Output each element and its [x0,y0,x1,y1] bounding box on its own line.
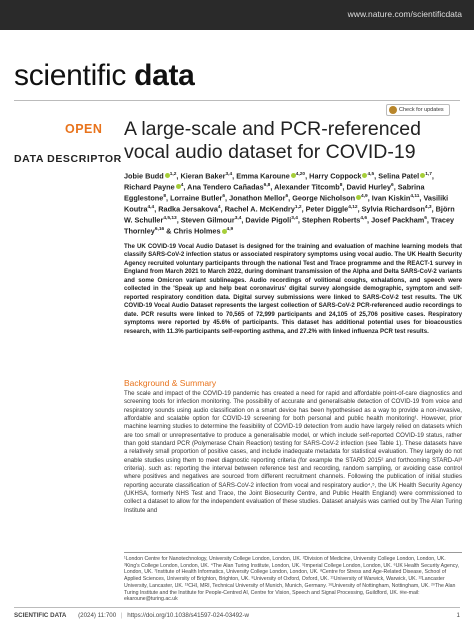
affiliations-footnote: ¹London Centre for Nanotechnology, University College London, London, UK. ²Division of Medicine, University College London, London, UK. ³King's College London, London, UK. ⁴The Alan Turing Institute, London, UK. ⁵Imperial College London, London, UK. ⁶UK Health Security Agency, London, UK. ⁷Institute of Health Informatics, University College London, London, UK. ⁸Centre for Stress and Age-Related Disease, School of Applied Sciences, University of Brighton, Brighton, UK. ⁹University of Oxford, Oxford, UK. ¹¹University of Warwick, Warwick, UK. ¹²Lancaster University, Lancaster, UK. ¹³CHI, MRI, Technical University of Munich, Munich, Germany. ¹⁶University of Nottingham, Nottingham, UK. ²⁰The Alan Turing Institute and the Institute for People-Centred AI, Centre for Vision, Speech and Signal Processing, Guildford, UK. ✉e-mail: ekaroune@turing.ac.uk [124,556,459,603]
author-affiliation-sup: 6 [222,194,226,200]
author-name[interactable]: Sabrina Egglestone [124,182,425,203]
author-affiliation-sup: 4,9 [361,194,368,200]
author-affiliation-sup: 4 [217,205,221,211]
author-name[interactable]: Rachel A. McKendry [224,204,295,214]
author-affiliation-sup: 3,4 [291,216,298,222]
footer-separator: | [120,612,123,619]
footnote-divider [124,552,462,553]
footer-year: (2024) 11:700 [78,612,117,619]
author-affiliation-sup: 4,6 [360,216,368,222]
author-name[interactable]: Lorraine Butler [170,193,223,203]
author-list: Jobie Budd $^{1,2}$, Kieran Baker$^{3,4}$, Emma Karoune $^{4,20}$, Harry Coppock $^{4,5}$, Selina Patel $^{1,7}$, Richard Payne $^4$, Ana Tendero Cañadas$^{6,8}$, Alexander Titcomb$^8$, David Hurley$^6$, Sabrina Egglestone$^8$, Lorraine Butler$^6$, Jonathon Mellor$^6$, George Nicholson $^{4,9}$, Ivan Kiskin$^{4,11}$, Vasiliki Koutra$^{4,4}$, Radka Jersakova$^4$, Rachel A. McKendry$^{1,2}$, Peter Diggle$^{4,12}$, Sylvia Richardson$^{4,3}$, Björn W. Schuller$^{4,5,13}$, Steven Gilmour$^{3,4}$, Davide Pigoli$^{3,4}$, Stephen Roberts$^{4,6}$, Josef Packham$^6$, Tracey Thornley$^{6,16}$ & Chris Holmes $^{4,9}$ [124,171,455,236]
check-for-updates-button[interactable] [386,104,450,116]
journal-url-link[interactable]: www.nature.com/scientificdata [347,9,462,19]
footer-doi-link[interactable]: https://doi.org/10.1038/s41597-024-03492-w [127,612,250,619]
author-name[interactable]: Sylvia Richardson [361,204,425,214]
footer-journal: SCIENTIFIC DATA [14,612,67,619]
journal-logo[interactable] [14,59,195,93]
author-affiliation-sup: 4,4 [147,205,155,211]
page-number: 1 [456,612,460,619]
top-bar [0,0,474,30]
open-access-label: OPEN [65,122,103,136]
logo-word-scientific: scientific [14,59,135,92]
author-name[interactable]: Josef Packham [371,215,425,225]
author-affiliation-sup: 4,20 [295,172,306,177]
author-affiliation-sup: 1,2 [294,205,302,211]
abstract: The UK COVID-19 Vocal Audio Dataset is designed for the training and evaluation of machine learning models that classify SARS-CoV-2 infection status or associated respiratory symptoms using vocal audio. The UK Health Security Agency recruited voluntary participants through the national Test and Trace programme and the REACT-1 survey in England from March 2021 to March 2022, during dominant transmission of the Alpha and Delta SARS-CoV-2 variants and some Omicron variant sublineages. Audio recordings of volitional coughs, exhalations, and speech were collected in the 'Speak up and help beat coronavirus' digital survey alongside demographic, symptom and self-reported respiratory condition data. Digital survey submissions were linked to SARS-CoV-2 test results. The UK COVID-19 Vocal Audio Dataset represents the largest collection of SARS-CoV-2 PCR-referenced audio recordings to date. PCR results were linked to 70,565 of 72,999 participants and 24,105 of 25,706 positive cases. Respiratory symptoms were reported by 45.6% of participants. This dataset has additional potential uses for bioacoustics research, with 11.3% participants self-reporting asthma, and 27.2% with linked influenza PCR test results. [124,243,462,335]
author-name[interactable]: Tracey Thornley [124,215,455,236]
author-affiliation-sup: 8 [339,183,343,189]
author-name[interactable]: Harry Coppock [309,171,362,181]
author-name[interactable]: Peter Diggle [305,204,349,214]
author-affiliation-sup: 1,7 [425,172,432,177]
author-name[interactable]: Steven Gilmour [180,215,235,225]
author-name[interactable]: Vasiliki Koutra [124,193,449,214]
logo-word-data: data [134,59,195,92]
author-name[interactable]: Richard Payne [124,182,175,192]
article-title: A large-scale and PCR-referenced vocal audio dataset for COVID-19 [124,118,421,163]
header-divider [14,100,460,101]
body-paragraph: The scale and impact of the COVID-19 pandemic has created a need for rapid and affordable point-of-care diagnostics and screening tools for infection monitoring. The possibility of accurate and generalisable detection of COVID-19 from voice and respiratory sounds using audio classification on a smart device has been hypothesised as a way to provide a non-invasive, affordable and scalable option for COVID-19 screening for both personal and public health monitoring¹. However, prior machine learning studies to determine the feasibility of COVID-19 detection from audio have largely relied on datasets which are too small or unrepresentative to produce a generalisable model, or which include self-reported COVID-19 status, rather than gold standard PCR (Polymerase Chain Reaction) testing for SARS-CoV-2 infection (see Table 1). These datasets have a relatively small proportion of positive cases, and include inadequate metadata for statistical evaluation. They largely do not enable studies using them to meet diagnostic reporting criteria (for example the STARD 2015² and forthcoming STARD-AI³ criteria). such as: reporting the interval between reference test and recording, random sampling, or avoiding case control where positives and negatives are sourced from different recruitment channels. Following the publication of initial studies reporting accurate classification of SARS-CoV-2 infection from vocal and respiratory audio⁴,⁵, the UK Health Security Agency (UKHSA, formerly NHS Test and Trace, the Joint Biosecurity Centre, and Public Health England) were commissioned to collect a dataset to allow for the independent evaluation of these studies. Dataset analysis was carried out by The Alan Turing Institute and [124,390,462,514]
author-affiliation-sup: 4,5,13 [163,216,177,222]
footer-divider [14,607,460,608]
author-affiliation-sup: 1,2 [169,172,177,177]
author-name[interactable]: Alexander Titcomb [274,182,340,192]
author-affiliation-sup: 4,12 [348,205,358,211]
author-name[interactable]: Björn W. Schuller [124,204,455,225]
author-affiliation-sup: 6 [285,194,289,200]
author-name[interactable]: Kieran Baker [180,171,226,181]
author-name[interactable]: Ana Tendero Cañadas [187,182,264,192]
author-affiliation-sup: 4 [180,183,184,189]
page-footer [14,612,249,619]
author-affiliation-sup: 4,11 [410,194,420,200]
author-name[interactable]: Jobie Budd [124,171,164,181]
author-affiliation-sup: 6,16 [154,227,165,233]
author-name[interactable]: Ivan Kiskin [371,193,411,203]
author-name[interactable]: Chris Holmes [173,226,221,236]
author-affiliation-sup: 4,9 [226,227,234,233]
check-updates-label: Check for updates [399,107,444,113]
author-affiliation-sup: 8 [163,194,166,200]
author-affiliation-sup: 3,4 [225,172,233,177]
author-name[interactable]: George Nicholson [292,193,356,203]
author-name[interactable]: Selina Patel [378,171,420,181]
article-type-label: DATA DESCRIPTOR [14,153,122,165]
author-name[interactable]: Radka Jersakova [158,204,218,214]
author-affiliation-sup: 6,8 [263,183,271,189]
author-affiliation-sup: 4,5 [367,172,375,177]
author-affiliation-sup: 3,4 [234,216,242,222]
author-affiliation-sup: 4,3 [424,205,432,211]
author-name[interactable]: Jonathon Mellor [229,193,286,203]
author-affiliation-sup: 6 [424,216,427,222]
author-name[interactable]: Emma Karoune [236,171,290,181]
section-heading: Background & Summary [124,378,217,388]
author-name[interactable]: David Hurley [346,182,392,192]
author-name[interactable]: Stephen Roberts [301,215,361,225]
author-name[interactable]: Davide Pigoli [245,215,292,225]
author-affiliation-sup: 6 [391,183,394,189]
update-check-icon [389,106,397,114]
